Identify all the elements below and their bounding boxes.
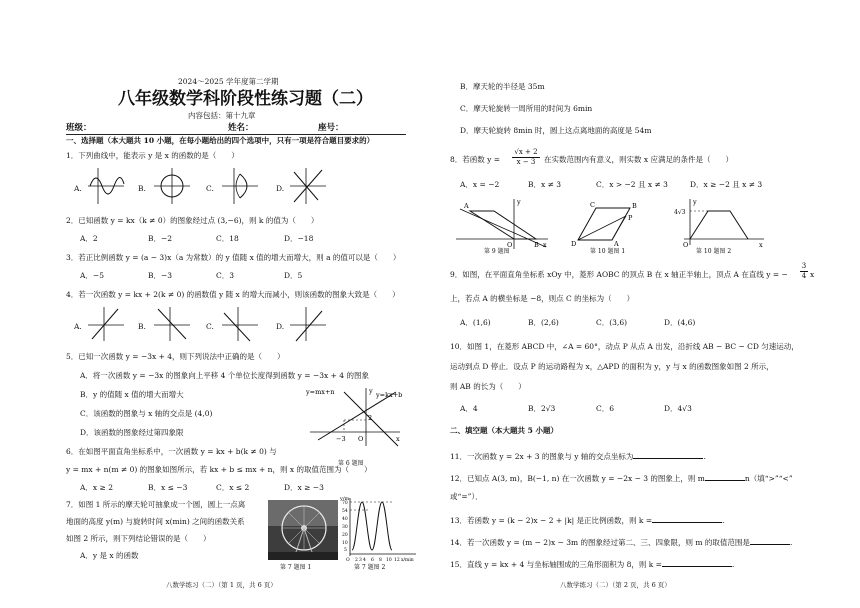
q12-line2: 或“=”）．: [450, 492, 483, 501]
q9-option-b: B．(2,6): [528, 318, 559, 327]
q1-label-a: A.: [74, 184, 82, 193]
page-title: 八年级数学科阶段性练习题（二）: [118, 89, 373, 109]
q7-graph-xlabel: x/min: [401, 558, 414, 563]
fig10-label-d: D: [571, 240, 577, 248]
fig10-label-c: C: [590, 201, 595, 209]
q8-option-b: B．x ≠ 3: [528, 180, 562, 189]
q1-graph-b: [152, 166, 192, 206]
divider: [66, 134, 406, 135]
q8-numerator: √x + 2: [512, 148, 540, 158]
q4-label-b: B.: [138, 322, 146, 331]
q2-text: 2．已知函数 y = kx（k ≠ 0）的图象经过点 (3,−6)，则 k 的值为（ ）: [66, 216, 319, 225]
q6-label-o: O: [358, 435, 364, 443]
q7-xtick-8: 8: [379, 558, 382, 563]
q5-option-c: C．该函数的图象与 x 轴的交点是 (4,0): [80, 409, 213, 418]
fig9-label-y: y: [517, 198, 521, 206]
q1-graph-a: [86, 166, 126, 206]
q7-xtick-3: 3: [359, 558, 362, 563]
q7-option-a: A．y 是 x 的函数: [80, 551, 139, 560]
q4-label-c: C.: [206, 322, 214, 331]
fig9-label-x: x: [543, 241, 547, 249]
q7-option-d: D．摩天轮旋转 8min 时，圆上这点离地面的高度是 54m: [460, 126, 652, 135]
q4-graph-d: [288, 305, 328, 343]
q4-graph-a: [86, 305, 126, 343]
q4-graph-c: [220, 305, 260, 343]
q8-prefix: 8．若函数 y =: [450, 155, 501, 164]
fig10-graph-o: O: [683, 241, 689, 249]
q13-tail: .: [722, 516, 725, 525]
q15-tail: .: [731, 560, 735, 569]
q3-option-c: C．3: [216, 271, 235, 280]
q4-label-a: A.: [74, 322, 82, 331]
school-year: 2024～2025 学年度第二学期: [178, 77, 279, 86]
q8-denominator: x − 3: [516, 158, 536, 166]
q6-line1: 6．在如图平面直角坐标系中，一次函数 y = kx + b(k ≠ 0) 与: [66, 447, 277, 456]
footer-page2: 八数学练习（二）（第 2 页，共 6 页）: [560, 581, 671, 589]
q14-tail: .: [789, 538, 793, 547]
q7-option-b: B．摩天轮的半径是 35m: [460, 82, 545, 91]
q7-ytick-30: 30: [342, 525, 348, 530]
field-name: 姓名：: [228, 123, 254, 133]
q13-line: [450, 514, 725, 526]
q6-option-a: A．x ≥ 2: [80, 483, 113, 492]
q6-line2: y = mx + n(m ≠ 0) 的图象如图所示，若 kx + b ≤ mx + n，则 x 的取值范围为（ ）: [66, 465, 372, 474]
q3-text: 3．若正比例函数 y = (a − 3)x（a 为常数）的 y 值随 x 值的增大而增大，则 a 的值可以是（ ）: [66, 253, 401, 262]
q12-text: 12．已知点 A(3, m)，B(−1, n) 在一次函数 y = −2x − 3 的图象上，则 m: [450, 474, 705, 483]
q10-line3: 则 AB 的长为（ ）: [450, 382, 526, 391]
q9-line1: 9．如图，在平面直角坐标系 xOy 中，菱形 AOBC 的顶点 B 在 x 轴正半轴上，顶点 A 在直线 y = −: [450, 270, 788, 279]
fig9-label-b: B: [534, 241, 539, 249]
q12-line: [450, 472, 793, 484]
page-2: [430, 0, 860, 608]
fig10-label-b: B: [632, 202, 637, 210]
q13-text: 13．若函数 y = (k − 2)x − 2 + |k| 是正比例函数，则 k =: [450, 516, 653, 525]
q12-answer-blank[interactable]: [705, 472, 745, 481]
q7-ytick-54: 54: [342, 509, 348, 514]
q1-graph-d: [288, 166, 328, 206]
q8-option-c: C．x > −2 且 x ≠ 3: [596, 180, 668, 189]
fig10-rhombus: [568, 198, 658, 248]
q9-option-d: D．(4,6): [664, 318, 696, 327]
q5-text: 5．已知一次函数 y = −3x + 4，则下列说法中正确的是（ ）: [66, 352, 285, 361]
q1-graph-c: [220, 166, 260, 206]
ferris-wheel-image: [268, 500, 338, 560]
q6-label-2: 2: [368, 414, 373, 422]
q11-line: [450, 450, 706, 462]
q7-xtick-6: 6: [371, 558, 374, 563]
q14-answer-blank[interactable]: [750, 536, 793, 547]
q15-text: 15．直线 y = kx + 4 与坐标轴围成的三角形面积为 8，则 k =: [450, 560, 662, 569]
fig10-caption-2: 第 10 题图 2: [696, 248, 732, 255]
q7-xtick-10: 10: [386, 558, 392, 563]
fig9-label-o: O: [507, 241, 513, 249]
q9-line2: 上，若点 A 的横坐标是 −8，则点 C 的坐标为（ ）: [450, 294, 635, 303]
q5-option-d: D．该函数的图象经过第四象限: [80, 428, 184, 437]
q4-text: 4．若一次函数 y = kx + 2(k ≠ 0) 的函数值 y 随 x 的增大而减小，则该函数的图象大致是（ ）: [66, 290, 400, 299]
q1-label-b: B.: [138, 184, 146, 193]
q6-label-y: y: [369, 387, 373, 395]
q7-line2: 地面的高度 y(m) 与旋转时间 x(min) 之间的函数关系: [66, 517, 245, 526]
q3-option-a: A．−5: [80, 271, 104, 280]
q12-mid: n（填“>”“<”: [744, 474, 793, 483]
q7-origin: O: [346, 558, 350, 563]
q1-label-c: C.: [206, 184, 214, 193]
q10-option-c: C．6: [596, 404, 615, 413]
q7-line1: 7．如图 1 所示的摩天轮可抽象成一个圆，圆上一点离: [66, 500, 246, 509]
q6-label-neg3: −3: [336, 435, 346, 443]
q7-line3: 如图 2 所示，则下列结论错误的是（ ）: [66, 534, 211, 543]
q10-option-d: D．4√3: [664, 404, 692, 413]
q15-answer-blank[interactable]: [662, 558, 735, 569]
q7-ytick-20: 20: [342, 533, 348, 538]
q7-ytick-40: 40: [342, 517, 348, 522]
q9-line1-tail: x: [810, 270, 815, 279]
footer-page1: 八数学练习（二）（第 1 页，共 6 页）: [166, 581, 277, 589]
q7-xtick-12: 12: [394, 558, 400, 563]
fig10-graph: [668, 195, 768, 250]
q9-frac-den: 4: [801, 272, 807, 280]
q1-text: 1．下列曲线中，能表示 y 是 x 的函数的是（ ）: [66, 151, 239, 160]
fig9: [452, 195, 552, 253]
q2-option-c: C．18: [216, 234, 239, 243]
q10-option-b: B．2√3: [528, 404, 556, 413]
q4-label-d: D.: [276, 322, 285, 331]
q9-fraction: [800, 262, 808, 281]
q3-option-d: D．5: [284, 271, 303, 280]
fig9-caption: 第 9 题图: [484, 248, 510, 255]
q8-fraction: [512, 148, 540, 167]
q10-line1: 10．如图 1，在菱形 ABCD 中，∠A = 60°，动点 P 从点 A 出发，沿折线 AB − BC − CD 匀速运动，: [450, 342, 799, 351]
q10-line2: 运动到点 D 停止．设点 P 的运动路程为 x，△APD 的面积为 y，y 与 x 的函数图象如图 2 所示，: [450, 362, 774, 371]
q10-option-a: A．4: [460, 404, 478, 413]
fig10-caption-1: 第 10 题图 1: [590, 248, 626, 255]
q7-xtick-4: 4: [363, 558, 366, 563]
q9-option-a: A．(1,6): [460, 318, 491, 327]
fig10-graph-value: 4√3: [674, 209, 686, 216]
q11-tail: .: [703, 452, 706, 461]
q13-answer-blank[interactable]: [652, 514, 725, 525]
q1-label-d: D.: [276, 184, 285, 193]
q6-option-c: C．x ≤ 2: [216, 483, 250, 492]
q6-label-mx: y=mx+n: [306, 388, 335, 396]
section2-heading: 二、填空题（本大题共 5 小题）: [450, 426, 558, 435]
fig10-label-p: P: [628, 214, 633, 222]
q5-option-a: A．将一次函数 y = −3x 的图象向上平移 4 个单位长度得到函数 y = −3x + 4 的图象: [80, 371, 369, 380]
q7-option-c: C．摩天轮旋转一周所用的时间为 6min: [460, 104, 593, 113]
fig10-graph-y: y: [693, 198, 697, 206]
q7-ytick-5: 5: [344, 548, 347, 553]
q8-suffix: 在实数范围内有意义，则实数 x 应满足的条件是（ ）: [544, 155, 733, 164]
q6-caption: 第 6 题图: [338, 460, 364, 467]
q15-line: [450, 558, 734, 570]
q5-option-b: B．y 的值随 x 值的增大而增大: [80, 390, 184, 399]
field-class: 班级：: [66, 123, 92, 133]
q7-caption-1: 第 7 题图 1: [280, 564, 312, 571]
q14-text: 14．若一次函数 y = (m − 2)x − 3m 的图象经过第二、三、四象限，则 m 的取值范围是: [450, 538, 750, 547]
q9-option-c: C．(3,6): [596, 318, 628, 327]
q7-graph-ylabel: y/m: [340, 496, 350, 502]
q7-xtick-2: 2: [355, 558, 358, 563]
q7-graph: [338, 494, 418, 564]
q6-label-kx: y=kx+b: [376, 391, 403, 399]
q11-text: 11．一次函数 y = 2x + 3 的图象与 y 轴的交点坐标为: [450, 452, 634, 461]
fig10-label-a: A: [614, 240, 619, 248]
q6-figure: [304, 384, 404, 456]
q7-ytick-10: 10: [342, 541, 348, 546]
q7-caption-2: 第 7 题图 2: [354, 564, 386, 571]
q2-option-a: A．2: [80, 234, 98, 243]
q11-answer-blank[interactable]: [633, 450, 706, 461]
q8-option-a: A．x = −2: [460, 180, 500, 189]
field-seat: 座号：: [318, 123, 344, 133]
q4-graph-b: [152, 305, 192, 343]
exam-scope: 内容包括：第十九章: [188, 111, 256, 120]
q2-option-b: B．−2: [148, 234, 173, 243]
q6-option-b: B．x ≤ −3: [148, 483, 188, 492]
fig9-label-a: A: [464, 202, 469, 210]
q6-option-d: D．x ≥ −3: [284, 483, 324, 492]
section1-heading: 一、选择题（本大题共 10 小题，在每小题给出的四个选项中，只有一项是符合题目要求的）: [66, 136, 375, 145]
q14-line: [450, 536, 792, 548]
q3-option-b: B．−3: [148, 271, 173, 280]
q2-option-d: D．−18: [284, 234, 314, 243]
q8-option-d: D．x ≥ −2 且 x ≠ 3: [690, 180, 763, 189]
q6-label-x: x: [396, 435, 400, 443]
q9-frac-num: 3: [801, 262, 807, 270]
q7-ytick-70: 70: [342, 501, 348, 506]
fig10-graph-x: x: [759, 241, 763, 249]
